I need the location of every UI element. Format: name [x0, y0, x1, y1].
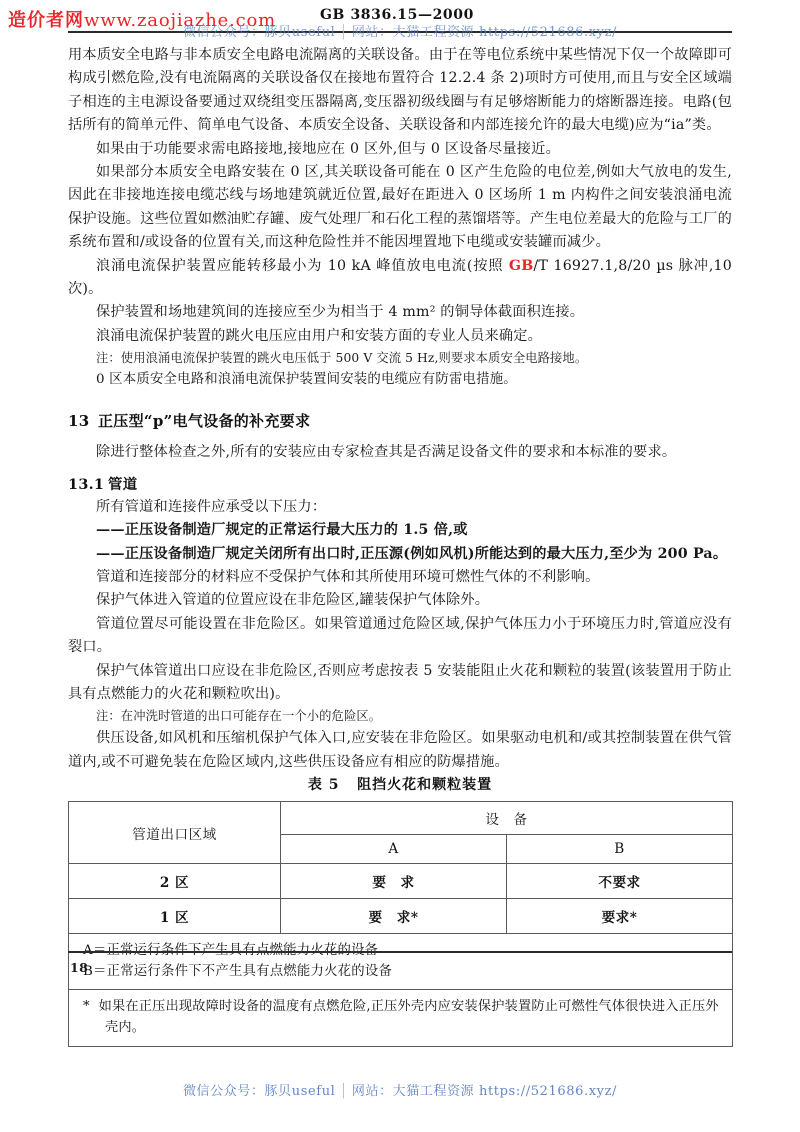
paragraph-3: 如果部分本质安全电路安装在 0 区,其关联设备可能在 0 区产生危险的电位差,例如大气放电的发生,因此在非接地连接电缆芯线与场地建筑就近位置,最好在距进入 0 区场所 1 m 内构件之间安装浪涌电流保护设施。这些位置如燃油贮存罐、废气处理厂和石化工程的蒸馏塔等。产生电位差最大的危险与工厂的系统布置和/或设备的位置有关,而这种危险性并不能因埋置地下电缆或安装罐而减少。 — [68, 164, 732, 251]
site-logo-cn: 造价者网 — [8, 10, 84, 31]
paragraph-4-part-a: 浪涌电流保护装置应能转移最小为 10 kA 峰值放电电流(按照 — [96, 257, 509, 274]
table-row — [69, 864, 733, 899]
standard-code: GB 3836.15—2000 — [320, 7, 474, 23]
paragraph-2: 如果由于功能要求需电路接地,接地应在 0 区外,但与 0 区设备尽量接近。 — [96, 140, 560, 157]
paragraph-7: 0 区本质安全电路和浪涌电流保护装置间安装的电缆应有防雷电措施。 — [96, 372, 517, 388]
table-header-equipment: 设 备 — [281, 802, 733, 835]
watermark-suffix: 网站：大猫工程资源 https://521686.xyz/ — [351, 25, 618, 40]
heading-clause-13-1-number: 13.1 — [68, 475, 105, 493]
table-legend-b: B＝正常运行条件下不产生具有点燃能力火花的设备 — [83, 964, 393, 980]
table-cell-zone: 1 区 — [69, 899, 281, 934]
table-cell-a: 要 求* — [281, 899, 507, 934]
paragraph-9: 所有管道和连接件应承受以下压力： — [96, 498, 327, 515]
heading-clause-13-title: 正压型“p”电气设备的补充要求 — [98, 412, 311, 431]
site-logo-url: www.zaojiazhe.com — [84, 10, 276, 31]
note-2: 注：在冲洗时管道的出口可能存在一个小的危险区。 — [96, 709, 382, 724]
table-header-row-1 — [69, 802, 733, 835]
paragraph-11: 保护气体进入管道的位置应设在非危险区,罐装保护气体除外。 — [96, 592, 490, 609]
paragraph-13: 保护气体管道出口应设在非危险区,否则应考虑按表 5 安装能阻止火花和颗粒的装置(该装置用于防止具有点燃能力的火花和颗粒吹出)。 — [68, 662, 732, 702]
table-cell-a: 要 求 — [281, 864, 507, 899]
table-footnote-text: 如果在正压出现故障时设备的温度有点燃危险,正压外壳内应安装保护装置防止可燃性气体很快进入正压外壳内。 — [98, 999, 719, 1036]
footer-divider — [68, 951, 732, 953]
heading-clause-13-number: 13 — [68, 412, 90, 431]
dash-item-2: ——正压设备制造厂规定关闭所有出口时,正压源(例如风机)所能达到的最大压力,至少为 200 Pa。 — [96, 545, 728, 562]
spacer — [68, 391, 732, 409]
table-5-caption — [68, 774, 732, 796]
table-cell-b: 不要求 — [507, 864, 733, 899]
watermark-bottom — [0, 1080, 800, 1099]
table-footnote-mark: * — [83, 999, 90, 1015]
paragraph-8: 除进行整体检查之外,所有的安装应由专家检查其是否满足设备文件的要求和本标准的要求。 — [96, 444, 677, 461]
watermark-separator: │ — [339, 25, 348, 40]
paragraph-14: 供压设备,如风机和压缩机保护气体入口,应安装在非危险区。如果驱动电机和/或其控制装置在供气管道内,或不可避免装在危险区域内,这些供压设备应有相应的防爆措施。 — [68, 730, 732, 770]
paragraph-12: 管道位置尽可能设置在非危险区。如果管道通过危险区域,保护气体压力小于环境压力时,管道应没有裂口。 — [68, 615, 732, 656]
table-cell-b: 要求* — [507, 899, 733, 934]
paragraph-4-red-token: GB — [508, 257, 534, 274]
heading-clause-13 — [68, 409, 732, 433]
heading-clause-13-1 — [68, 473, 732, 496]
paragraph-5: 保护装置和场地建筑间的连接应至少为相当于 4 mm² 的铜导体截面积连接。 — [96, 304, 585, 321]
page-number: 18 — [70, 960, 89, 975]
note-1: 注：使用浪涌电流保护装置的跳火电压低于 500 V 交流 5 Hz,则要求本质安全电路接地。 — [96, 351, 588, 366]
table-legend-row — [69, 934, 733, 990]
paragraph-4-part-b: /T 16927.1,8/20 µs 脉冲,10 次)。 — [68, 257, 732, 298]
table-footnote-body — [83, 996, 722, 1038]
watermark-top — [0, 21, 800, 40]
spacer — [68, 465, 732, 473]
table-5-caption-title: 阻挡火花和颗粒装置 — [357, 777, 493, 794]
table-footnote-row — [69, 990, 733, 1047]
page-content — [68, 44, 732, 1047]
paragraph-4 — [68, 255, 732, 302]
table-cell-zone: 2 区 — [69, 864, 281, 899]
watermark-suffix: 网站：大猫工程资源 https://521686.xyz/ — [351, 1084, 618, 1099]
table-footnote — [69, 990, 733, 1047]
dash-item-1: ——正压设备制造厂规定的正常运行最大压力的 1.5 倍,或 — [96, 522, 468, 539]
table-5 — [68, 801, 733, 1047]
watermark-prefix: 微信公众号：豚贝useful — [182, 25, 336, 40]
table-header-b: B — [507, 835, 733, 864]
table-row — [69, 899, 733, 934]
table-legend — [69, 934, 733, 990]
table-header-zone: 管道出口区域 — [69, 802, 281, 864]
watermark-separator: │ — [339, 1084, 348, 1099]
watermark-prefix: 微信公众号：豚贝useful — [182, 1084, 336, 1099]
paragraph-10: 管道和连接部分的材料应不受保护气体和其所使用环境可燃性气体的不利影响。 — [96, 568, 600, 585]
heading-clause-13-1-title: 管道 — [108, 475, 138, 493]
paragraph-1: 用本质安全电路与非本质安全电路电流隔离的关联设备。由于在等电位系统中某些情况下仅一个故障即可构成引燃危险,没有电流隔离的关联设备仅在接地布置符合 12.2.4 条 2)项时方可使用,而且与安全区域端子相连的主电源设备要通过双绕组变压器隔离,变压器初级线圈与有足够熔断能力的熔断器连接。电路(包括所有的简单元件、简单电气设备、本质安全设备、关联设备和内部连接允许的最大电缆)应为“ia”类。 — [68, 47, 732, 134]
paragraph-6: 浪涌电流保护装置的跳火电压应由用户和安装方面的专业人员来确定。 — [96, 327, 543, 344]
table-header-a: A — [281, 835, 507, 864]
table-5-caption-label: 表 5 — [307, 777, 340, 794]
spacer — [68, 433, 732, 441]
